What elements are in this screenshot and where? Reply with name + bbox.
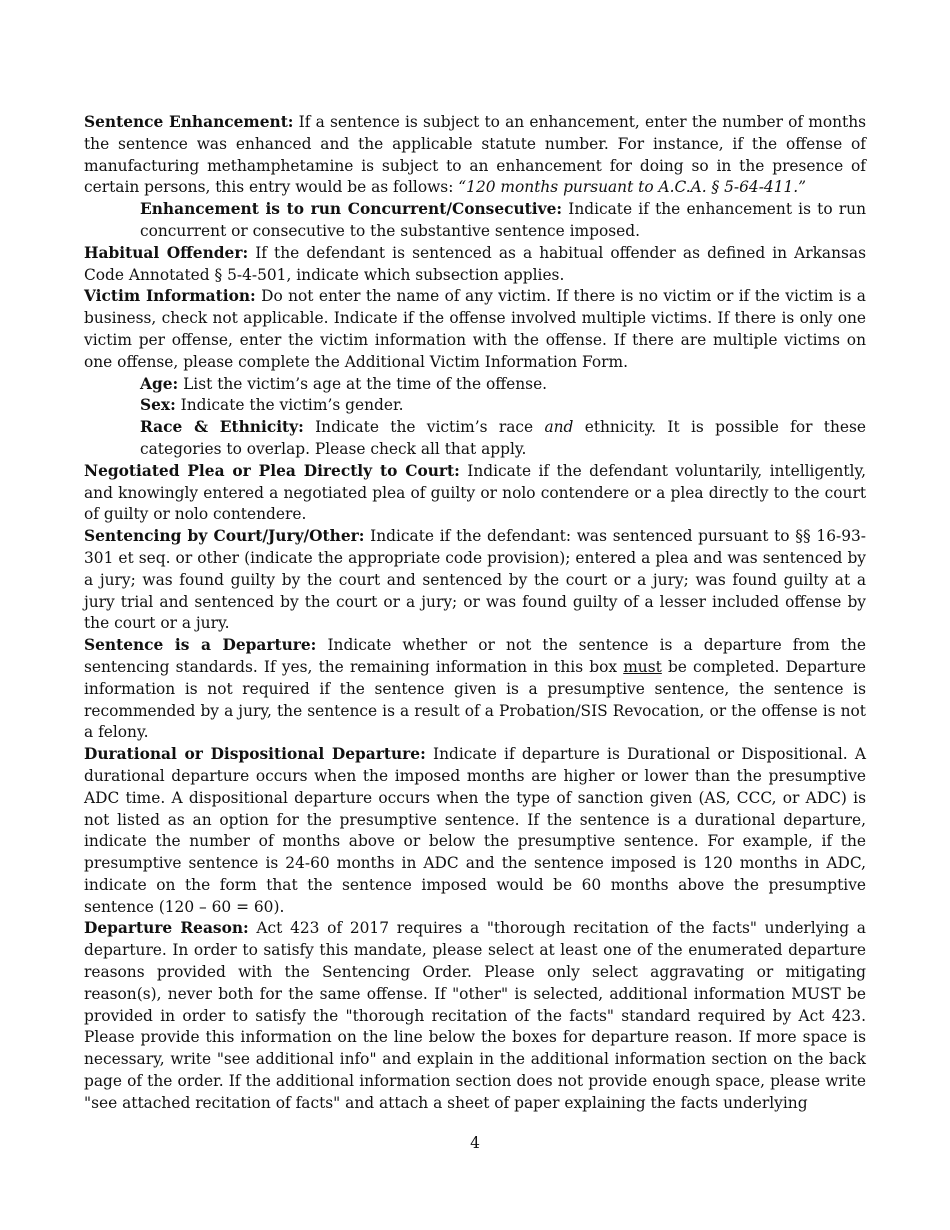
paragraph-durational-departure	[84, 744, 866, 918]
paragraph-age	[140, 374, 866, 396]
heading-departure-reason: Departure Reason:	[84, 919, 249, 938]
text-victim-information: Do not enter the name of any victim. If there is no victim or if the victim is a business, check not applicable. Indicate if the offense involved multiple victims. If there is only one victim per offense, enter the victim information with the offense. If there are multiple victims on one offense, please complete the Additional Victim Information Form.	[84, 287, 866, 371]
text-age: List the victim’s age at the time of the offense.	[178, 374, 548, 393]
paragraph-departure-reason	[84, 918, 866, 1114]
heading-victim-information: Victim Information:	[84, 287, 256, 306]
heading-enhancement-concurrent: Enhancement is to run Concurrent/Consecutive:	[140, 200, 563, 219]
paragraph-enhancement-concurrent	[140, 199, 866, 243]
paragraph-negotiated-plea	[84, 461, 866, 526]
text-race-ethnicity-1: Indicate the victim’s race	[303, 418, 545, 437]
heading-negotiated-plea: Negotiated Plea or Plea Directly to Court:	[84, 461, 460, 480]
text-sentence-enhancement: If a sentence is subject to an enhancement, enter the number of months the sentence was enhanced and the applicable statute number. For instance, if the offense of manufacturing methamphetamine is subject to an enhancement for doing so in the presence of certain persons, this entry would be as follows:	[84, 113, 867, 197]
heading-habitual-offender: Habitual Offender:	[84, 243, 249, 262]
text-sentence-departure-2: be completed. Departure information is not required if the sentence given is a presumptive sentence, the sentence is recommended by a jury, the sentence is a result of a Probation/SIS Revocation, or the offense is not a felony.	[84, 657, 866, 742]
paragraph-habitual-offender	[84, 243, 866, 287]
text-sentencing-court-jury: Indicate if the defendant: was sentenced pursuant to §§ 16-93-301 et seq. or other (indicate the appropriate code provision); entered a plea and was sentenced by a jury; was found guilty by the court and sentenced by the court or a jury; was found guilty at a jury trial and sentenced by the court or a jury; or was found guilty of a lesser included offense by the court or a jury.	[84, 527, 866, 633]
paragraph-victim-information	[84, 286, 866, 373]
text-habitual-offender: If the defendant is sentenced as a habitual offender as defined in Arkansas Code Annotated § 5-4-501, indicate which subsection applies.	[84, 243, 866, 284]
heading-sentence-departure: Sentence is a Departure:	[84, 636, 317, 655]
heading-sentence-enhancement: Sentence Enhancement:	[84, 113, 294, 131]
paragraph-sex	[140, 395, 866, 417]
example-sentence-enhancement: “120 months pursuant to A.C.A. § 5-64-411.”	[458, 178, 807, 197]
text-race-ethnicity-2: ethnicity. It is possible for these categories to overlap. Please check all that apply.	[140, 418, 866, 458]
paragraph-sentence-enhancement	[84, 112, 866, 199]
heading-race-ethnicity: Race & Ethnicity:	[140, 418, 304, 437]
emphasis-race-ethnicity: and	[544, 418, 574, 437]
text-negotiated-plea: Indicate if the defendant voluntarily, intelligently, and knowingly entered a negotiated plea of guilty or nolo contendere or a plea directly to the court of guilty or nolo contendere.	[84, 461, 866, 524]
text-durational-departure: Indicate if departure is Durational or Dispositional. A durational departure occurs when the imposed months are higher or lower than the presumptive ADC time. A dispositional departure occurs when the type of sanction given (AS, CCC, or ADC) is not listed as an option for the presumptive sentence. If the sentence is a durational departure, indicate the number of months above or below the presumptive sentence. For example, if the presumptive sentence is 24-60 months in ADC and the sentence imposed is 120 months in ADC, indicate on the form that the sentence imposed would be 60 months above the presumptive sentence (120 – 60 = 60).	[84, 745, 866, 916]
text-sex: Indicate the victim’s gender.	[175, 396, 404, 415]
paragraph-sentence-departure	[84, 635, 866, 744]
heading-sex: Sex:	[140, 396, 176, 415]
text-enhancement-concurrent: Indicate if the enhancement is to run concurrent or consecutive to the substantive sentence imposed.	[140, 200, 866, 240]
paragraph-sentencing-court-jury	[84, 526, 866, 635]
text-sentence-departure-1: Indicate whether or not the sentence is a departure from the sentencing standards. If yes, the remaining information in this box	[84, 636, 866, 676]
heading-sentencing-court-jury: Sentencing by Court/Jury/Other:	[84, 527, 365, 546]
heading-durational-departure: Durational or Dispositional Departure:	[84, 745, 426, 764]
text-departure-reason: Act 423 of 2017 requires a "thorough recitation of the facts" underlying a departure. In order to satisfy this mandate, please select at least one of the enumerated departure reasons provided with the Sentencing Order. Please only select aggravating or mitigating reason(s), never both for the same offense. If "other" is selected, additional information MUST be provided in order to satisfy the "thorough recitation of the facts" standard required by Act 423. Please provide this information on the line below the boxes for departure reason. If more space is necessary, write "see additional info" and explain in the additional information section on the back page of the order. If the additional information section does not provide enough space, please write "see attached recitation of facts" and attach a sheet of paper explaining the facts underlying	[84, 919, 866, 1112]
underlined-must: must	[623, 657, 662, 676]
document-body	[84, 112, 866, 1115]
heading-age: Age:	[140, 374, 179, 393]
paragraph-race-ethnicity	[140, 417, 866, 461]
page-number: 4	[470, 1134, 480, 1152]
